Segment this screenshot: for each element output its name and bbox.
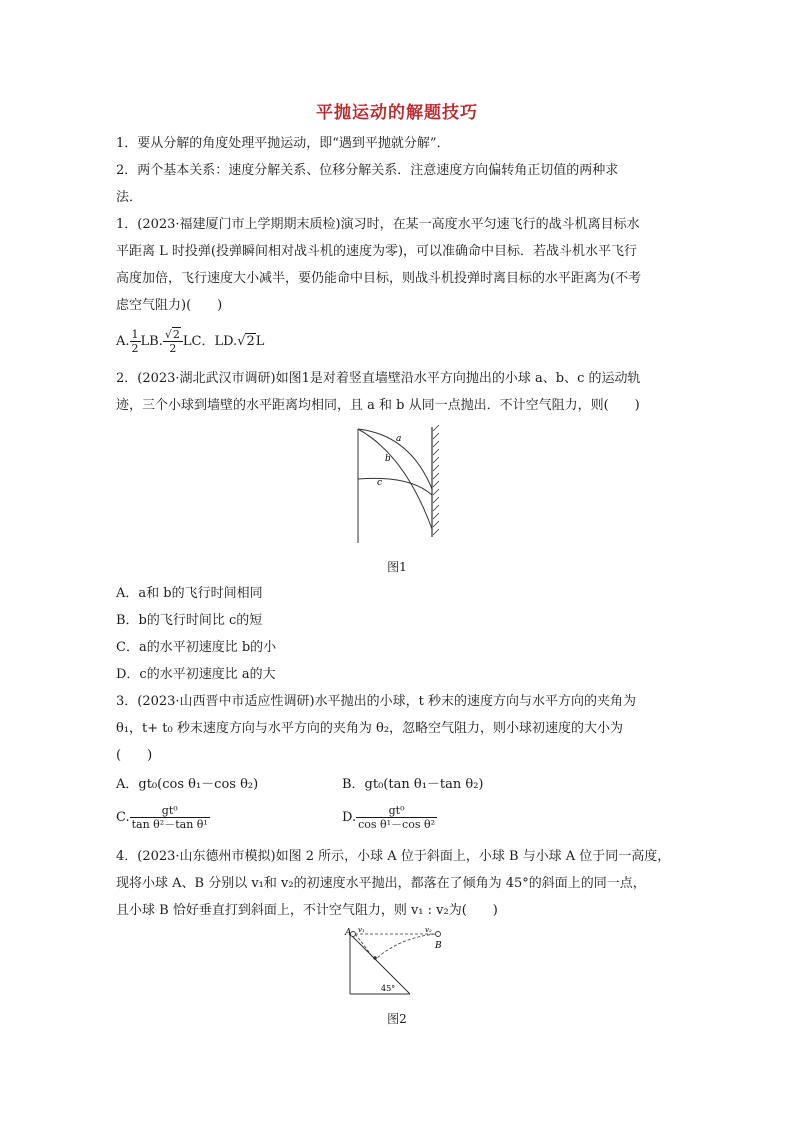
q1-option-b-suffix: LC．LD. xyxy=(182,334,238,349)
label-angle: 45° xyxy=(381,984,396,993)
q1-options: A. $\frac{1}{2}$ LB. $\frac{√2}{2}$ LC．LD.√2L xyxy=(116,328,265,355)
figure-1 xyxy=(355,425,445,545)
q3-line-2: θ₁，t+ t₀ 秒末速度方向与水平方向的夹角为 θ₂，忽略空气阻力，则小球初速度的大小为 xyxy=(116,721,624,736)
label-ball-a: A xyxy=(345,928,352,938)
q1-line-2: 平距离 L 时投弹(投弹瞬间相对战斗机的速度为零)，可以准确命中目标．若战斗机水平飞行 xyxy=(116,244,638,259)
q1-line-1: 1．(2023·福建厦门市上学期期末质检)演习时，在某一高度水平匀速飞行的战斗机离目标水 xyxy=(116,217,640,232)
q3-option-d-numerator: gt⁰ xyxy=(356,804,437,818)
trajectory-ball-b xyxy=(377,934,435,958)
q2-option-a: A．a和 b的飞行时间相同 xyxy=(116,586,263,601)
intro-line-1: 1．要从分解的角度处理平抛运动，即“遇到平抛就分解”． xyxy=(116,136,450,151)
q3-option-a: A．gt₀(cos θ₁－cos θ₂) xyxy=(116,777,259,792)
q1-option-b-numerator: 2 xyxy=(172,328,180,341)
intro-line-3: 法． xyxy=(116,190,143,205)
q1-option-b-denominator: 2 xyxy=(169,342,177,355)
figure-2 xyxy=(345,926,450,998)
q1-option-a-label: A. xyxy=(116,334,130,349)
trajectory-c xyxy=(358,478,432,495)
ball-b xyxy=(436,932,441,937)
figure-1-caption: 图1 xyxy=(387,560,407,574)
q4-line-2: 现将小球 A、B 分别以 v₁和 v₂的初速度水平抛出，都落在了倾角为 45°的斜面上的同一点， xyxy=(116,876,646,891)
wall-hatching xyxy=(433,425,439,535)
q2-line-1: 2．(2023·湖北武汉市调研)如图1是对着竖直墙壁沿水平方向抛出的小球 a、b、c 的运动轨 xyxy=(116,371,641,386)
q4-line-1: 4．(2023·山东德州市模拟)如图 2 所示，小球 A 位于斜面上，小球 B 与小球 A 位于同一高度， xyxy=(116,849,671,864)
q1-option-d-suffix: L xyxy=(255,334,265,349)
q3-option-d-denominator: cos θ¹－cos θ² xyxy=(358,818,436,831)
q3-option-d-fraction xyxy=(356,804,437,831)
q3-line-1: 3．(2023·山西晋中市适应性调研)水平抛出的小球，t 秒末的速度方向与水平方向的夹角为 xyxy=(116,694,636,709)
label-ball-b: B xyxy=(435,941,442,951)
trajectory-b xyxy=(358,429,432,529)
q2-option-c: C．a的水平初速度比 b的小 xyxy=(116,640,277,655)
q3-option-d xyxy=(342,804,437,831)
label-v2: v₂ xyxy=(425,926,432,934)
q1-option-a-numerator: 1 xyxy=(131,328,139,341)
q3-option-c-label: C. xyxy=(116,810,130,825)
q2-line-2: 迹，三个小球到墙壁的水平距离均相同，且 a 和 b 从同一点抛出．不计空气阻力，则( ) xyxy=(116,398,640,413)
q3-line-3: ( ) xyxy=(116,748,153,763)
label-a: a xyxy=(396,434,402,444)
label-b: b xyxy=(385,454,391,464)
impact-point xyxy=(373,956,377,960)
q1-option-a-fraction xyxy=(130,328,141,355)
q1-option-a-denominator: 2 xyxy=(131,342,139,355)
trajectory-ball-a xyxy=(355,934,373,958)
label-c: c xyxy=(377,478,383,488)
q2-option-d: D．c的水平初速度比 a的大 xyxy=(116,667,276,682)
q1-line-3: 高度加倍，飞行速度大小减半，要仍能命中目标，则战斗机投弹时离目标的水平距离为(不考 xyxy=(116,271,642,286)
q3-option-c-numerator: gt⁰ xyxy=(130,804,210,818)
q3-option-c-denominator: tan θ²－tan θ¹ xyxy=(131,818,208,831)
label-v1: v₁ xyxy=(358,926,365,934)
page-title: 平抛运动的解题技巧 xyxy=(316,103,478,123)
q3-option-c xyxy=(116,804,210,831)
intro-line-2: 2．两个基本关系：速度分解关系、位移分解关系．注意速度方向偏转角正切值的两种求 xyxy=(116,163,619,178)
q1-option-b-fraction: $\frac{√2}{2}$ xyxy=(163,328,183,355)
q1-line-4: 虑空气阻力)( ) xyxy=(116,298,223,313)
q2-option-b: B．b的飞行时间比 c的短 xyxy=(116,613,263,628)
q3-option-d-label: D. xyxy=(342,810,357,825)
q4-line-3: 且小球 B 恰好垂直打到斜面上，不计空气阻力，则 v₁ : v₂为( ) xyxy=(116,903,498,918)
q1-option-d-radicand: 2 xyxy=(246,334,255,349)
q1-option-a-suffix: LB. xyxy=(140,334,163,349)
q3-option-c-fraction xyxy=(130,804,210,831)
q3-option-b: B．gt₀(tan θ₁－tan θ₂) xyxy=(342,777,484,792)
figure-2-caption: 图2 xyxy=(387,1012,407,1026)
